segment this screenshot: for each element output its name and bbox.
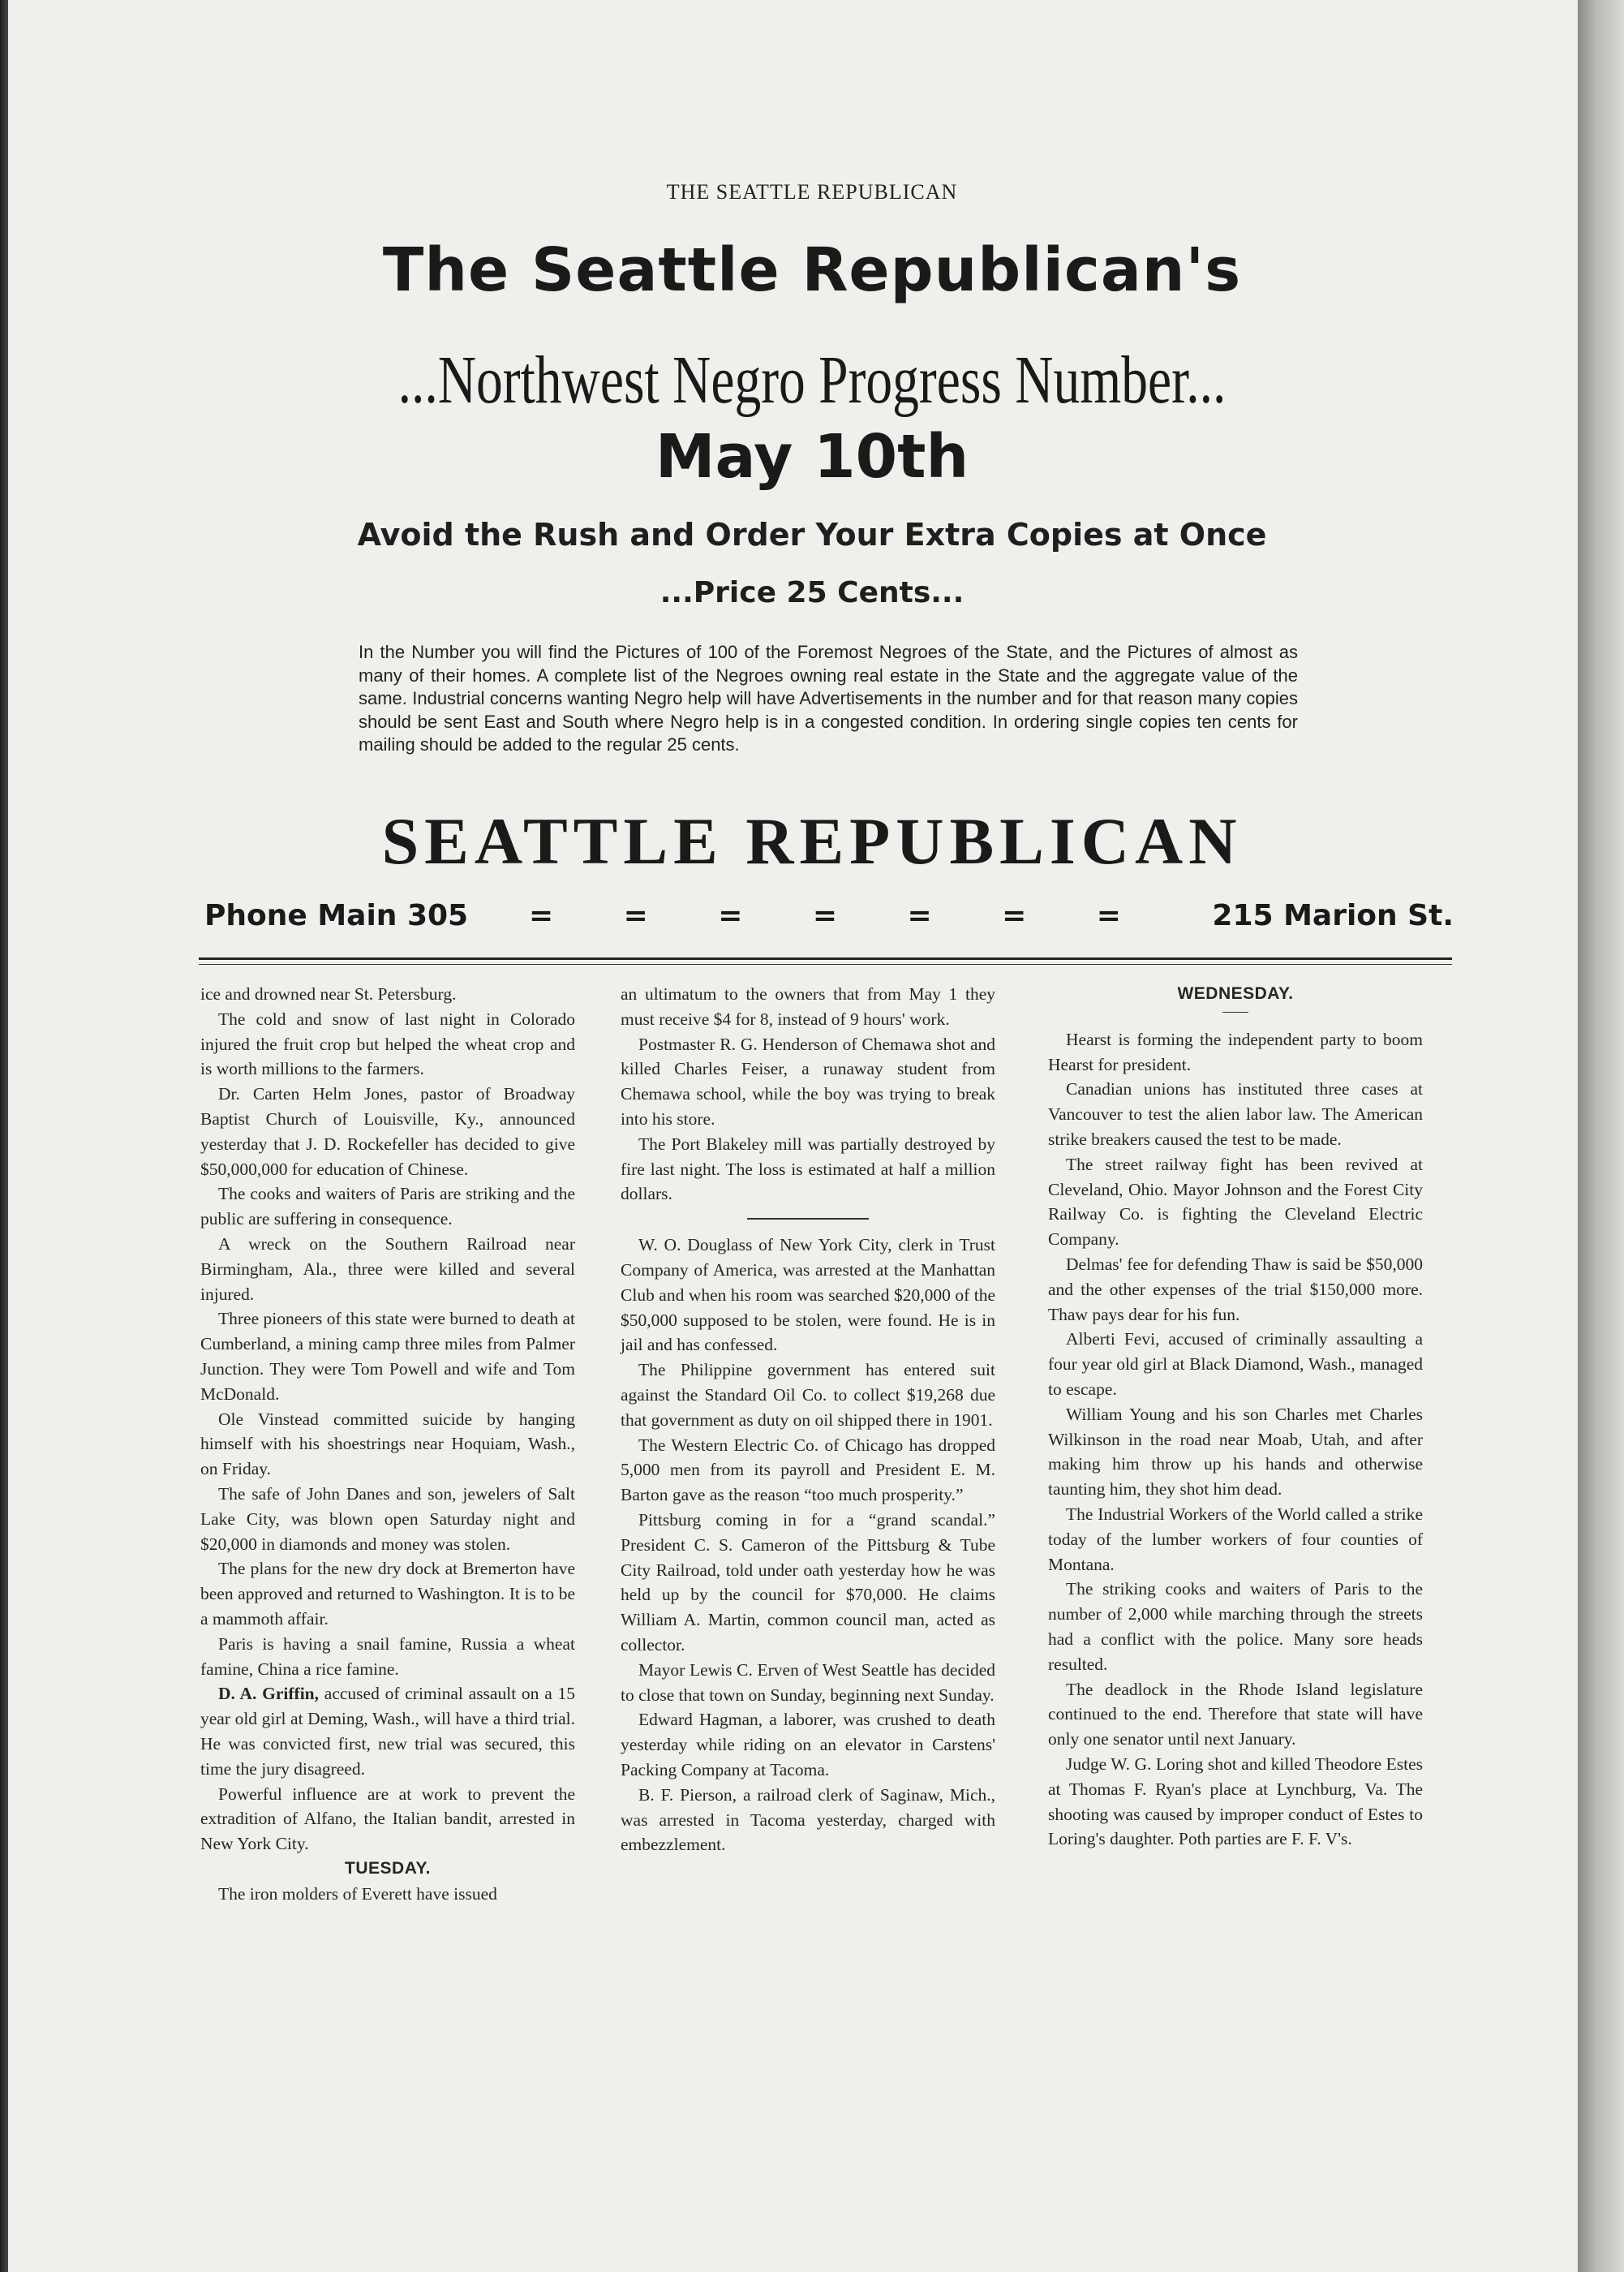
heading-rule: [1222, 1012, 1248, 1013]
dash: =: [529, 899, 554, 932]
news-item: The cooks and waiters of Paris are striking and the public are suffering in consequence.: [200, 1184, 575, 1229]
news-item: William Young and his son Charles met Charles Wilkinson in the road near Moab, Utah, and after making him throw up his hands and otherwise taunting him, they shot him dead.: [1048, 1404, 1423, 1500]
news-item: Ole Vinstead committed suicide by hanging himself with his shoestrings near Hoquiam, Wash., on Friday.: [200, 1409, 575, 1479]
section-rule-thin: [199, 964, 1452, 965]
masthead-banner: SEATTLE REPUBLICAN: [381, 804, 1243, 878]
news-item: Postmaster R. G. Henderson of Chemawa shot and killed Charles Feiser, a runaway student from Chemawa school, while the boy was trying to break into his store.: [621, 1034, 995, 1129]
news-item: The iron molders of Everett have issued: [218, 1883, 497, 1904]
news-item: Powerful influence are at work to prevent the extradition of Alfano, the Italian bandit, arrested in New York City.: [200, 1784, 575, 1854]
news-item: Paris is having a snail famine, Russia a wheat famine, China a rice famine.: [200, 1633, 575, 1679]
street-address: 215 Marion St.: [1212, 899, 1454, 932]
news-item: The plans for the new dry dock at Bremerton have been approved and returned to Washington. It is to be a mammoth affair.: [200, 1559, 575, 1629]
news-item: ice and drowned near St. Petersburg.: [200, 984, 457, 1004]
column-separator-rule: [747, 1218, 869, 1220]
news-item: The Philippine government has entered suit against the Standard Oil Co. to collect $19,268 due that government as duty on oil shipped there in 1901.: [621, 1360, 995, 1430]
advert-cta: Avoid the Rush and Order Your Extra Copies at Once: [357, 517, 1267, 553]
day-heading-wednesday: WEDNESDAY.: [1177, 984, 1294, 1003]
running-head: THE SEATTLE REPUBLICAN: [666, 180, 958, 204]
news-item: Edward Hagman, a laborer, was crushed to death yesterday while riding on an elevator in Carstens' Packing Company at Tacoma.: [621, 1710, 995, 1779]
news-item: Dr. Carten Helm Jones, pastor of Broadway Baptist Church of Louisville, Ky., announced yesterday that J. D. Rockefeller has decided to give $50,000,000 for education of Chinese.: [200, 1084, 575, 1179]
section-rule-thick: [199, 957, 1452, 960]
dash: =: [1096, 899, 1121, 932]
advert-date: May 10th: [655, 422, 969, 492]
dash-separator: [529, 899, 1121, 932]
scan-right-edge: [1578, 0, 1624, 2272]
dash: =: [907, 899, 932, 932]
news-column-1: [200, 982, 575, 1906]
contact-row: [204, 899, 1454, 940]
dash: =: [623, 899, 648, 932]
advert-price: ...Price 25 Cents...: [659, 576, 965, 609]
dash: =: [1002, 899, 1027, 932]
news-item: B. F. Pierson, a railroad clerk of Saginaw, Mich., was arrested in Tacoma yesterday, charged with embezzlement.: [621, 1784, 995, 1855]
news-item-lead: D. A. Griffin,: [218, 1684, 320, 1704]
news-item: The Port Blakeley mill was partially destroyed by fire last night. The loss is estimated at half a million dollars.: [621, 1134, 995, 1204]
news-item: W. O. Douglass of New York City, clerk in Trust Company of America, was arrested at the Manhattan Club and when his room was searched $20,000 of the $50,000 supposed to be stolen, were found. He is in jail and has confessed.: [621, 1235, 995, 1355]
phone-number: Phone Main 305: [204, 899, 469, 932]
news-item: A wreck on the Southern Railroad near Birmingham, Ala., three were killed and several injured.: [200, 1233, 575, 1304]
news-item: [200, 1681, 575, 1781]
dash: =: [718, 899, 743, 932]
day-heading-tuesday: TUESDAY.: [345, 1858, 431, 1878]
news-item: an ultimatum to the owners that from May 1 they must receive $4 for 8, instead of 9 hours' work.: [621, 984, 995, 1029]
news-column-2: [621, 982, 995, 1857]
news-item: The Industrial Workers of the World called a strike today of the lumber workers of four counties of Montana.: [1048, 1504, 1423, 1574]
news-item: The safe of John Danes and son, jewelers of Salt Lake City, was blown open Saturday night and $20,000 in diamonds and money was stolen.: [200, 1483, 575, 1554]
news-item: Pittsburg coming in for a “grand scandal.” President C. S. Cameron of the Pittsburg & Tube City Railroad, told under oath yesterday how he was held up by the council for $70,000. He claims William A. Martin, common council man, acted as collector.: [621, 1509, 995, 1655]
advert-body: In the Number you will find the Pictures of 100 of the Foremost Negroes of the State, and the Pictures of almost as many of their homes. A complete list of the Negroes owning real estate in the State and the aggregate value of the same. Industrial concerns wanting Negro help will have Advertisements in the number and for that reason many copies should be sent East and South where Negro help is in a congested condition. In ordering single copies ten cents for mailing should be added to the regular 25 cents.: [359, 642, 1298, 755]
news-column-3: [1048, 982, 1423, 1852]
news-item: The Western Electric Co. of Chicago has dropped 5,000 men from its payroll and President E. M. Barton gave as the reason “too much prosperity.”: [621, 1435, 995, 1505]
news-item: Three pioneers of this state were burned to death at Cumberland, a mining camp three miles from Palmer Junction. They were Tom Powell and wife and Tom McDonald.: [200, 1309, 575, 1404]
news-item: The street railway fight has been revived at Cleveland, Ohio. Mayor Johnson and the Forest City Railway Co. is fighting the Cleveland Electric Company.: [1048, 1154, 1423, 1250]
news-item: The deadlock in the Rhode Island legislature continued to the end. Therefore that state will have only one senator until next January.: [1048, 1679, 1423, 1749]
news-item: Hearst is forming the independent party to boom Hearst for president.: [1048, 1029, 1423, 1074]
advert-title: The Seattle Republican's: [382, 235, 1242, 305]
news-item: The cold and snow of last night in Colorado injured the fruit crop but helped the wheat crop and is worth millions to the farmers.: [200, 1009, 575, 1079]
news-item: Delmas' fee for defending Thaw is said be $50,000 and the other expenses of the trial $150,000 more. Thaw pays dear for his fun.: [1048, 1254, 1423, 1324]
news-item: Alberti Fevi, accused of criminally assaulting a four year old girl at Black Diamond, Wash., managed to escape.: [1048, 1329, 1423, 1399]
news-item-text: accused of criminal assault on a 15 year old girl at Deming, Wash., will have a third trial. He was convicted first, new trial was secured, this time the jury disagreed.: [200, 1684, 575, 1779]
news-item: Mayor Lewis C. Erven of West Seattle has decided to close that town on Sunday, beginning next Sunday.: [621, 1659, 995, 1705]
advert-subtitle: ...Northwest Negro Progress Number...: [397, 342, 1227, 418]
news-item: Canadian unions has instituted three cases at Vancouver to test the alien labor law. The American strike breakers caused the test to be made.: [1048, 1079, 1423, 1149]
news-item: Judge W. G. Loring shot and killed Theodore Estes at Thomas F. Ryan's place at Lynchburg, Va. The shooting was caused by improper conduct of Estes to Loring's daughter. Poth parties are F. F. V's.: [1048, 1753, 1423, 1849]
dash: =: [812, 899, 838, 932]
news-item: The striking cooks and waiters of Paris to the number of 2,000 while marching through the streets had a conflict with the police. Many sore heads resulted.: [1048, 1579, 1423, 1674]
